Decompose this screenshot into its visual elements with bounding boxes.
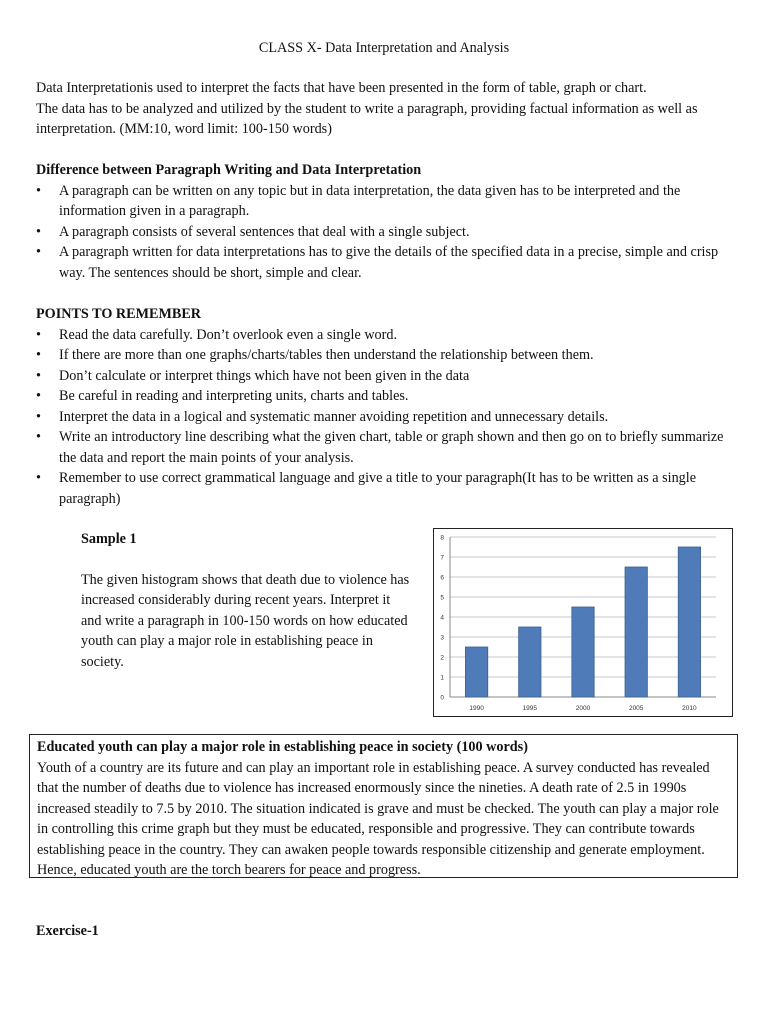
bar: [519, 627, 541, 697]
points-list: [36, 325, 736, 510]
bullet-icon: •: [36, 408, 41, 425]
sample-heading: Sample 1: [81, 531, 137, 547]
list-item-text: A paragraph can be written on any topic but in data interpretation, the data given has to be interpreted and the information given in a paragraph.: [59, 182, 681, 219]
bullet-icon: •: [36, 347, 41, 363]
list-item: [36, 242, 736, 283]
list-item-text: Remember to use correct grammatical language and give a title to your paragraph(It has to be written as a single paragraph): [59, 470, 697, 507]
y-tick-label: 2: [440, 654, 444, 662]
bar-chart: [433, 528, 733, 717]
list-item-text: Don’t calculate or interpret things which have not been given in the data: [59, 367, 470, 384]
list-item: [36, 366, 736, 387]
sample-section: [81, 529, 411, 672]
list-item: [36, 386, 736, 407]
difference-heading: Difference between Paragraph Writing and Data Interpretation: [36, 162, 422, 178]
list-item: [36, 407, 736, 428]
y-tick-label: 5: [440, 594, 444, 602]
bullet-icon: •: [36, 470, 41, 486]
y-tick-label: 4: [440, 614, 444, 622]
x-tick-label: 2010: [682, 705, 697, 712]
points-section: [36, 304, 736, 509]
list-item: [36, 181, 736, 222]
list-item-text: A paragraph consists of several sentences that deal with a single subject.: [59, 223, 470, 240]
answer-text: Youth of a country are its future and can play an important role in establishing peace. A survey conducted has revealed that the number of deaths due to violence has increased enormously since the nineties. A death rate of 2.5 in 1990s increased steadily to 7.5 by 2010. The situation indicated is grave and must be checked. The youth can play a major role in controlling this crime graph but they must be educated, responsible and progressive. They can contribute towards establishing peace in the country. They can awaken people towards responsible citizenship and generate employment. Hence, educated youth are the torch bearers for peace and progress.: [37, 759, 719, 878]
x-tick-label: 1995: [522, 705, 538, 712]
bar-chart-svg: [434, 529, 732, 716]
bullet-icon: •: [36, 223, 41, 240]
list-item-text: Read the data carefully. Don’t overlook even a single word.: [59, 326, 398, 343]
answer-heading: Educated youth can play a major role in establishing peace in society (100 words): [37, 739, 528, 755]
intro-line-1: Data Interpretationis used to interpret the facts that have been presented in the form of table, graph or chart.: [36, 80, 647, 96]
difference-section: [36, 160, 736, 283]
bullet-icon: •: [36, 326, 41, 343]
x-tick-label: 2000: [575, 705, 591, 712]
x-tick-label: 1990: [469, 705, 484, 712]
list-item-text: Interpret the data in a logical and systematic manner avoiding repetition and unnecessary details.: [59, 408, 609, 425]
bullet-icon: •: [36, 367, 41, 384]
y-tick-label: 1: [440, 674, 444, 682]
points-heading: POINTS TO REMEMBER: [36, 306, 202, 322]
list-item: [36, 325, 736, 346]
y-tick-label: 8: [440, 534, 444, 542]
intro-line-2: The data has to be analyzed and utilized by the student to write a paragraph, providing factual information as well as interpretation. (MM:10, word limit: 100-150 words): [36, 100, 698, 137]
list-item-text: If there are more than one graphs/charts/tables then understand the relationship between them.: [59, 347, 594, 363]
exercise-heading: Exercise-1: [36, 923, 99, 939]
intro-section: [36, 78, 736, 140]
y-tick-label: 7: [440, 554, 444, 562]
bar: [465, 647, 487, 697]
difference-list: [36, 181, 736, 284]
y-tick-label: 0: [440, 694, 444, 702]
list-item: [36, 345, 736, 366]
bullet-icon: •: [36, 244, 41, 260]
sample-text: The given histogram shows that death due to violence has increased considerably during recent years. Interpret it and write a paragraph in 100-150 words on how educated youth can play a major role in establishing peace in society.: [81, 571, 410, 670]
page-title: CLASS X- Data Interpretation and Analysis: [258, 40, 510, 56]
list-item: [36, 427, 736, 468]
x-tick-label: 2005: [628, 705, 644, 712]
list-item-text: A paragraph written for data interpretations has to give the details of the specified data in a precise, simple and crisp way. The sentences should be short, simple and clear.: [59, 244, 719, 281]
list-item-text: Write an introductory line describing what the given chart, table or graph shown and then go on to briefly summarize the data and report the main points of your analysis.: [59, 429, 724, 466]
answer-box: [29, 734, 738, 878]
list-item-text: Be careful in reading and interpreting units, charts and tables.: [59, 388, 409, 404]
y-tick-label: 3: [440, 634, 444, 642]
bullet-icon: •: [36, 429, 41, 445]
bullet-icon: •: [36, 388, 41, 404]
bar: [625, 567, 647, 697]
y-tick-label: 6: [440, 574, 444, 582]
bar: [572, 607, 594, 697]
list-item: [36, 468, 736, 509]
bullet-icon: •: [36, 182, 41, 199]
bar: [678, 547, 700, 697]
list-item: [36, 222, 736, 243]
